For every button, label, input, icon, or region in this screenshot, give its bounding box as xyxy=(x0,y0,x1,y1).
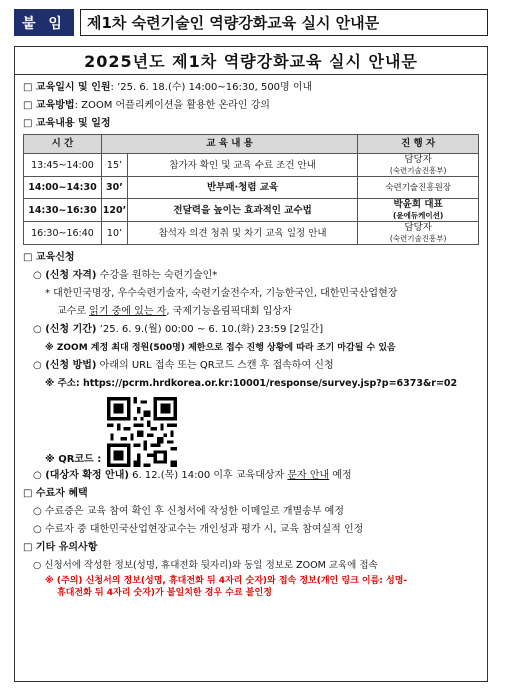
schedule-header-row xyxy=(24,135,479,154)
schedule-table xyxy=(23,134,479,245)
period-label: ○ (신청 기간) xyxy=(33,324,97,335)
qualification-label: ○ (신청 자격) xyxy=(33,270,97,281)
row-duration: 10’ xyxy=(101,222,127,245)
method-value: : ZOOM 어플리케이션을 활용한 온라인 강의 xyxy=(74,100,270,111)
row-time: 14:00~14:30 xyxy=(24,177,102,199)
col-presenter: 진 행 자 xyxy=(358,135,479,154)
row-duration: 15’ xyxy=(101,154,127,177)
apply-period xyxy=(23,321,479,339)
presenter-org: (숙련기술진흥부) xyxy=(389,234,447,243)
presenter-name: 박윤희 대표 xyxy=(393,199,443,210)
row-presenter xyxy=(358,222,479,245)
row-content: 반부패·청렴 교육 xyxy=(127,177,357,199)
warning-line-1: ※ (주의) 신청서의 정보(성명, 휴대전화 뒤 4자리 숫자)와 접속 정보(개인 링크 이름: 성명- xyxy=(45,576,408,586)
period-text: ’25. 6. 9.(월) 00:00 ~ 6. 10.(화) 23:59 [2일간] xyxy=(96,324,324,335)
row-presenter xyxy=(358,199,479,222)
benefit-item-1: ○ 수료증은 교육 참여 확인 후 신청서에 작성한 이메일로 개별송부 예정 xyxy=(33,506,344,517)
col-content: 교 육 내 용 xyxy=(101,135,357,154)
attachment-badge: 붙 임 xyxy=(14,9,74,36)
row-duration: 120’ xyxy=(101,199,127,222)
qualification-text: 수강을 원하는 숙련기술인* xyxy=(96,270,218,281)
confirm-text: 6. 12.(목) 14:00 이후 교육대상자 xyxy=(128,470,288,481)
confirm-label: ○ (대상자 확정 안내) xyxy=(33,470,129,481)
method-line xyxy=(23,97,479,115)
qr-code-icon[interactable] xyxy=(107,397,177,467)
note2-tail: , 국제기능올림픽대회 입상자 xyxy=(166,306,292,317)
apply-url[interactable]: ※ 주소: https://pcrm.hrdkorea.or.kr:10001/response/survey.jsp?p=6373&r=02 xyxy=(45,378,458,389)
presenter-name: 담당자 xyxy=(404,222,432,233)
qualification-note-1: * 대한민국명장, 우수숙련기술자, 숙련기술전수자, 기능한국인, 대한민국산업현장 xyxy=(45,288,398,299)
row-time: 13:45~14:00 xyxy=(24,154,102,177)
row-presenter xyxy=(358,154,479,177)
apply-confirm xyxy=(23,467,479,485)
qr-row xyxy=(23,393,479,467)
benefits-title: □ 수료자 혜택 xyxy=(23,488,88,499)
benefit-item-2: ○ 수료자 중 대한민국산업현장교수는 개인성과 평가 시, 교육 참여실적 인정 xyxy=(33,524,364,535)
notes-title: □ 기타 유의사항 xyxy=(23,542,98,553)
warning-line-2: 휴대전화 뒤 4자리 숫자)가 불일치한 경우 수료 불인정 xyxy=(57,588,272,598)
presenter-name: 담당자 xyxy=(404,154,432,165)
presenter-org: (윤에듀케이션) xyxy=(392,211,444,220)
row-presenter xyxy=(358,177,479,199)
table-row xyxy=(24,222,479,245)
row-content: 전달력을 높이는 효과적인 교수법 xyxy=(127,199,357,222)
col-time: 시 간 xyxy=(24,135,102,154)
apply-method-label: ○ (신청 방법) xyxy=(33,360,97,371)
attachment-header xyxy=(14,9,488,36)
row-duration: 30’ xyxy=(101,177,127,199)
presenter-org: (숙련기술진흥부) xyxy=(389,166,447,175)
date-line xyxy=(23,79,479,97)
table-row xyxy=(24,154,479,177)
zoom-note: ※ ZOOM 계정 최대 정원(500명) 제한으로 접수 진행 상황에 따라 조기 마감될 수 있음 xyxy=(45,343,396,353)
date-label: □ 교육일시 및 인원 xyxy=(23,82,111,93)
note2-text: 교수로 xyxy=(57,306,90,317)
notice-content xyxy=(15,75,487,599)
apply-method-text: 아래의 URL 접속 또는 QR코드 스캔 후 접속하여 신청 xyxy=(96,360,334,371)
row-content: 참가자 확인 및 교육 수료 조건 안내 xyxy=(127,154,357,177)
row-content: 참석자 의견 청취 및 차기 교육 일정 안내 xyxy=(127,222,357,245)
note-item-1: ○ 신청서에 작성한 정보(성명, 휴대전화 뒷자리)와 동일 정보로 ZOOM 교육에 접속 xyxy=(33,560,378,571)
presenter-name: 숙련기술진흥원장 xyxy=(385,182,451,193)
row-time: 14:30~16:30 xyxy=(24,199,102,222)
main-title: 2025년도 제1차 역량강화교육 실시 안내문 xyxy=(15,47,487,75)
note2-underlined: 읽기 중에 있는 자 xyxy=(89,306,167,317)
notice-frame xyxy=(14,46,488,682)
content-label: □ 교육내용 및 일정 xyxy=(23,118,111,129)
apply-method xyxy=(23,357,479,375)
qr-label: ※ QR코드 : xyxy=(45,454,102,465)
apply-qualification xyxy=(23,267,479,285)
method-label: □ 교육방법 xyxy=(23,100,75,111)
row-time: 16:30~16:40 xyxy=(24,222,102,245)
table-row xyxy=(24,199,479,222)
table-row xyxy=(24,177,479,199)
apply-title: □ 교육신청 xyxy=(23,252,75,263)
confirm-underlined: 문자 안내 xyxy=(287,470,330,481)
date-value: : ’25. 6. 18.(수) 14:00~16:30, 500명 이내 xyxy=(110,82,313,93)
confirm-tail: 예정 xyxy=(329,470,352,481)
header-title: 제1차 숙련기술인 역량강화교육 실시 안내문 xyxy=(80,9,488,36)
qualification-note-2 xyxy=(23,303,479,321)
